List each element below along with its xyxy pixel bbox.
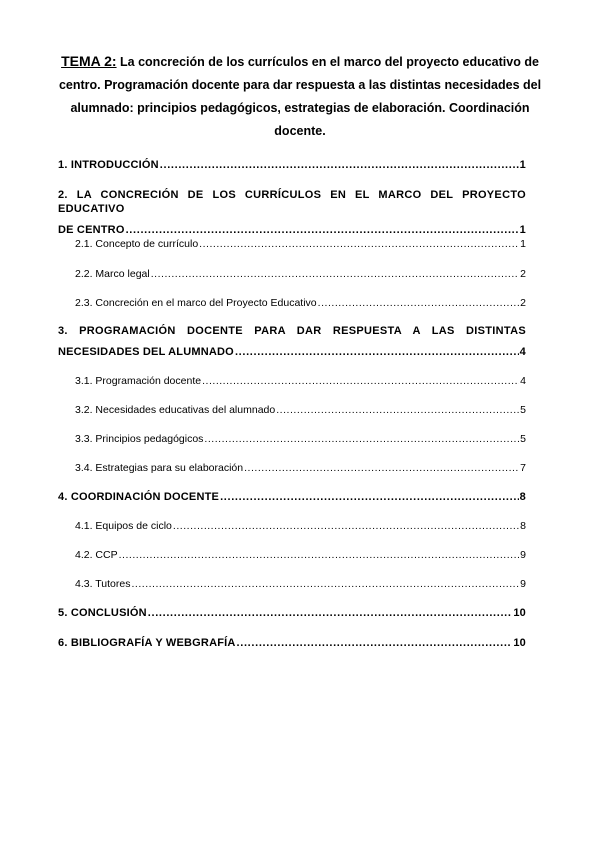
toc-dot-leader — [235, 345, 519, 359]
title-label: TEMA 2: — [61, 53, 117, 69]
toc-page-number: 5 — [520, 404, 526, 416]
toc-entry-conclusion[interactable] — [58, 606, 526, 620]
toc-dot-leader — [318, 296, 520, 310]
toc-entry-text: 2.3. Concreción en el marco del Proyecto Educativo — [75, 297, 317, 309]
toc-page-number: 1 — [519, 224, 526, 236]
toc-page-number: 8 — [519, 491, 526, 503]
toc-page-number: 10 — [513, 607, 526, 619]
toc-entry-text: 1. INTRODUCCIÓN — [58, 159, 159, 171]
toc-entry-text: 4.2. CCP — [75, 549, 118, 561]
title-text: La concreción de los currículos en el marco del proyecto educativo de centro. Programación docente para dar respuesta a las distintas necesidades del alumnado: principios pedagógicos, estrategias de elaboración. Coordinación docente. — [58, 55, 542, 138]
toc-dot-leader — [237, 636, 513, 650]
toc-page-number: 4 — [519, 346, 526, 358]
toc-dot-leader — [151, 267, 519, 281]
toc-entry-text-line2: DE CENTRO — [58, 224, 125, 236]
toc-entry-text-line2: NECESIDADES DEL ALUMNADO — [58, 346, 234, 358]
toc-entry-ccp[interactable] — [58, 548, 526, 562]
toc-page-number: 7 — [520, 462, 526, 474]
toc-dot-leader — [148, 606, 513, 620]
toc-dot-leader — [202, 374, 519, 388]
toc-entry-necesidades[interactable] — [58, 403, 526, 417]
toc-page-number: 9 — [520, 549, 526, 561]
toc-page-number: 2 — [520, 268, 526, 280]
toc-dot-leader — [220, 490, 519, 504]
toc-entry-text: 4.1. Equipos de ciclo — [75, 520, 172, 532]
toc-entry-text: 3.3. Principios pedagógicos — [75, 433, 204, 445]
toc-dot-leader — [119, 548, 520, 562]
toc-entry-text: 3.4. Estrategias para su elaboración — [75, 462, 244, 474]
toc-entry-estrategias[interactable] — [58, 461, 526, 475]
toc-dot-leader — [126, 223, 519, 237]
toc-page-number: 4 — [520, 375, 526, 387]
toc-entry-text: 3.1. Programación docente — [75, 375, 202, 387]
toc-entry-principios[interactable] — [58, 432, 526, 446]
toc-dot-leader — [276, 403, 519, 417]
toc-entry-text-line1: 2. LA CONCRECIÓN DE LOS CURRÍCULOS EN EL MARCO DEL PROYECTO EDUCATIVO — [58, 189, 526, 215]
toc-entry-coordinacion[interactable] — [58, 490, 526, 504]
toc-entry-equipos-ciclo[interactable] — [58, 519, 526, 533]
toc-page-number: 1 — [519, 159, 526, 171]
toc-entry-programacion-docente[interactable] — [58, 324, 526, 359]
toc-dot-leader — [204, 432, 519, 446]
toc-dot-leader — [199, 237, 519, 251]
toc-dot-leader — [173, 519, 519, 533]
toc-dot-leader — [160, 158, 519, 172]
toc-entry-bibliografia[interactable] — [58, 636, 526, 650]
toc-entry-text: 6. BIBLIOGRAFÍA Y WEBGRAFÍA — [58, 637, 236, 649]
toc-entry-text: 2.1. Concepto de currículo — [75, 238, 199, 250]
toc-page-number: 9 — [520, 578, 526, 590]
toc-dot-leader — [131, 577, 519, 591]
toc-entry-introduccion[interactable] — [58, 158, 526, 172]
toc-entry-text-line1: 3. PROGRAMACIÓN DOCENTE PARA DAR RESPUESTA A LAS DISTINTAS — [58, 325, 526, 337]
toc-entry-marco-legal[interactable] — [58, 267, 526, 281]
toc-entry-concepto-curriculo[interactable] — [58, 237, 526, 251]
toc-entry-concrecion[interactable] — [58, 188, 526, 237]
toc-entry-text: 4.3. Tutores — [75, 578, 131, 590]
toc-page-number: 5 — [520, 433, 526, 445]
toc-entry-tutores[interactable] — [58, 577, 526, 591]
toc-entry-text: 3.2. Necesidades educativas del alumnado — [75, 404, 276, 416]
toc-page-number: 8 — [520, 520, 526, 532]
document-title — [52, 50, 548, 143]
toc-entry-concrecion-proyecto[interactable] — [58, 296, 526, 310]
toc-page-number: 2 — [520, 297, 526, 309]
toc-entry-text: 4. COORDINACIÓN DOCENTE — [58, 491, 220, 503]
toc-entry-text: 2.2. Marco legal — [75, 268, 150, 280]
toc-page-number: 10 — [513, 637, 526, 649]
toc-page-number: 1 — [520, 238, 526, 250]
toc-dot-leader — [244, 461, 519, 475]
toc-entry-text: 5. CONCLUSIÓN — [58, 607, 147, 619]
toc-entry-programacion[interactable] — [58, 374, 526, 388]
